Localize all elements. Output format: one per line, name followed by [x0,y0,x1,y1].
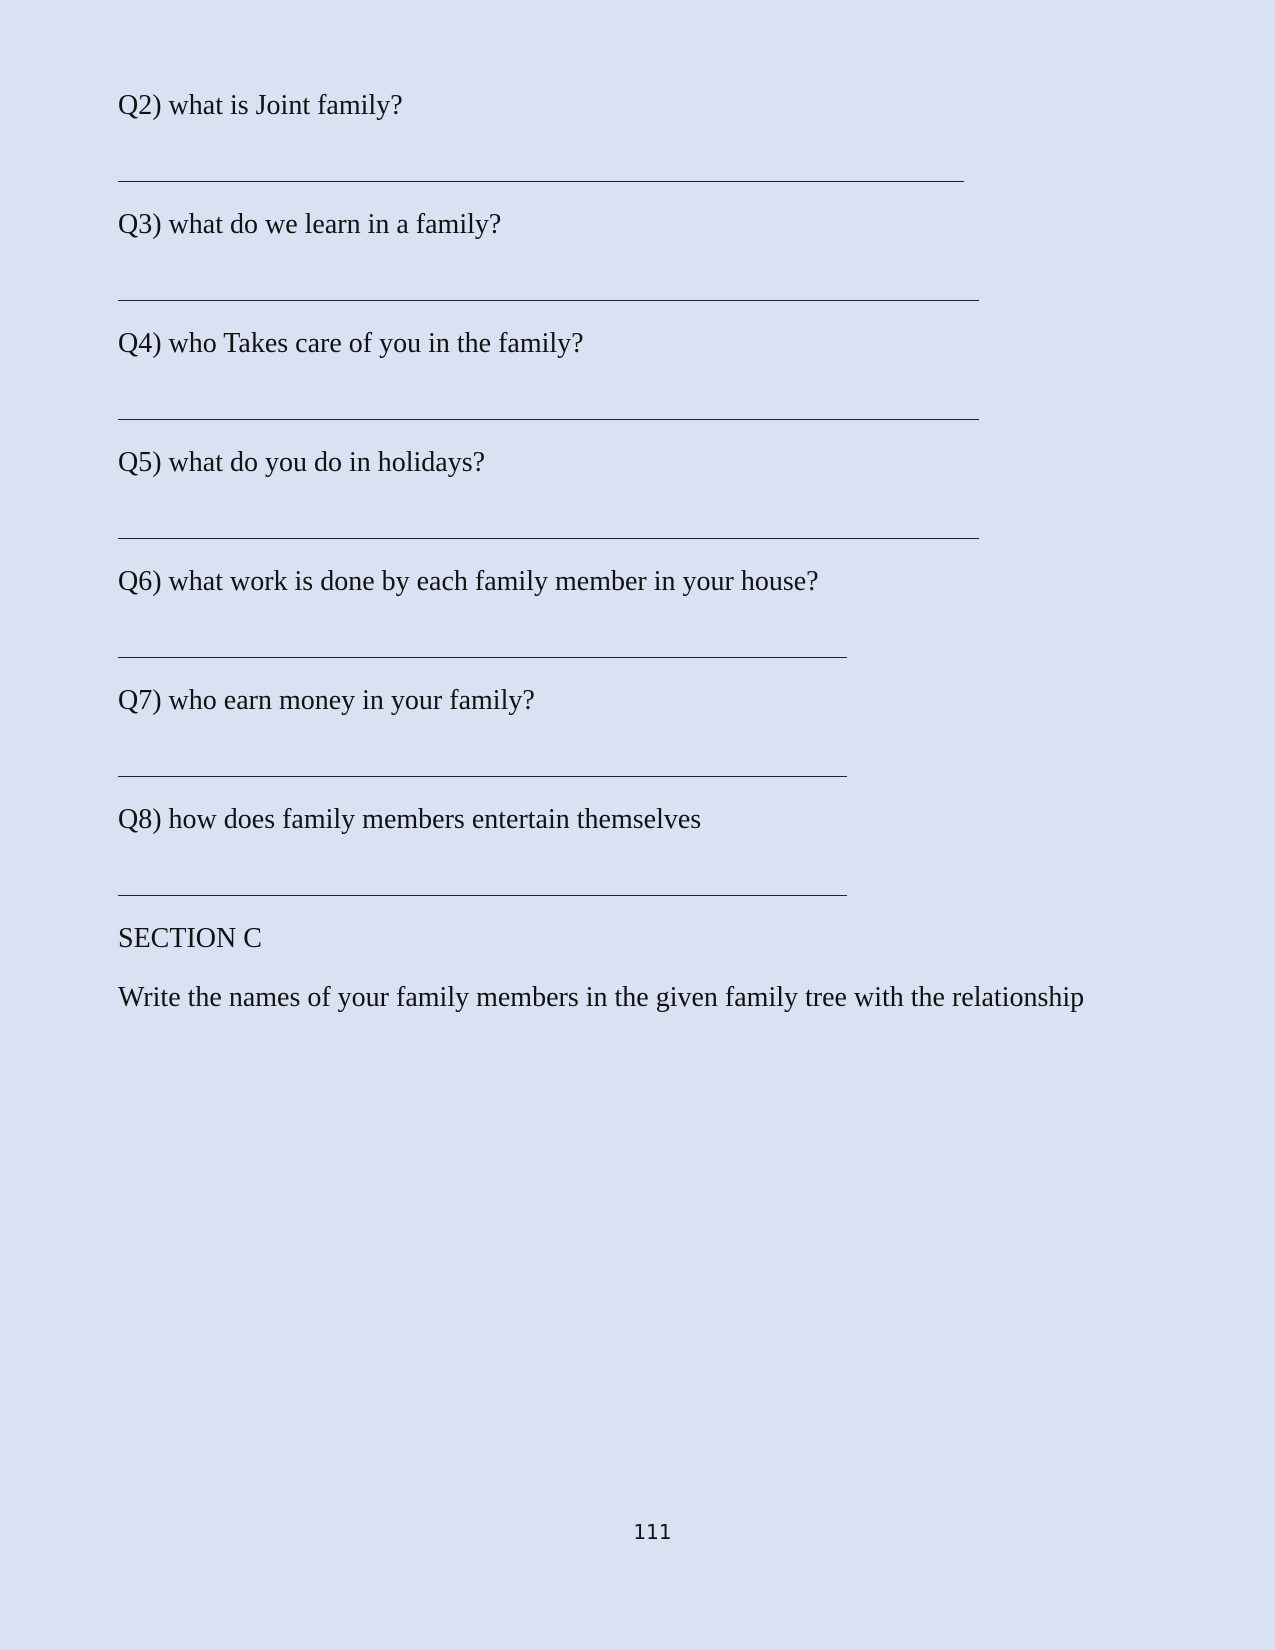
answer-line-q4[interactable] [118,419,979,420]
question-q7: Q7) who earn money in your family? [118,685,535,716]
answer-line-q7[interactable] [118,776,847,777]
answer-line-q5[interactable] [118,538,979,539]
question-q5: Q5) what do you do in holidays? [118,447,486,478]
page-number: 111 [633,1520,672,1544]
question-q4: Q4) who Takes care of you in the family? [118,328,584,359]
section-c-heading: SECTION C [118,923,262,954]
answer-line-q6[interactable] [118,657,847,658]
question-q6: Q6) what work is done by each family member in your house? [118,566,819,597]
section-c-instruction: Write the names of your family members in the given family tree with the relationship [118,982,1085,1013]
question-q3: Q3) what do we learn in a family? [118,209,502,240]
answer-line-q2[interactable] [118,181,964,182]
question-q2: Q2) what is Joint family? [118,90,403,121]
answer-line-q8[interactable] [118,895,847,896]
question-q8: Q8) how does family members entertain themselves [118,804,702,835]
answer-line-q3[interactable] [118,300,979,301]
